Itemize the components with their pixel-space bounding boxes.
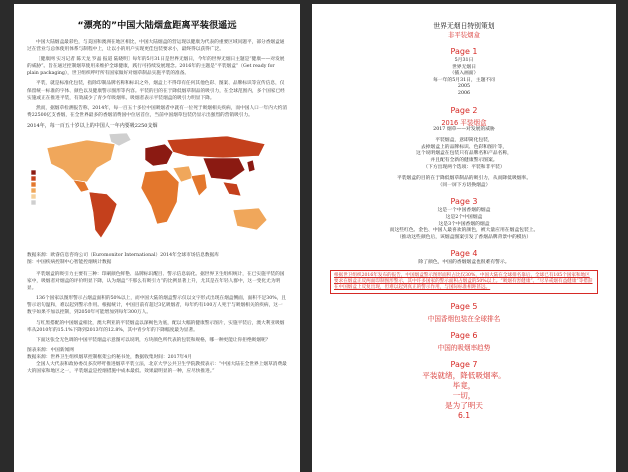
legend-swatch [31,170,36,175]
article-paragraph: 与红黑搭配的中国烟盒相比，澳大利亚的平装烟盒以深褐色为底，配以大幅的健康警示图片，实施平装后，澳大利亚吸烟率从2010年的15.1%下降到2013年的12.8%，其中青少年的下降幅度最为显著。 [27,320,285,333]
legend-swatch [31,188,36,193]
page-4-lead: 除了颜色，中国的香烟烟盒也很难有警示。 [418,260,510,266]
page-6-title: 中国的吸烟率趋势 [437,344,491,353]
page-1-line: 2005 [457,84,471,90]
page-3-line: （推动这些颜色后，该烟盒图案引发了香烟品牌背景中的模仿） [396,234,532,240]
page-3-line: 平装烟盒的目的在于降低烟草制品的吸引力，从而降低吸烟率。 [396,176,532,182]
page-3-line: （同一屏下方切换烟盒） [437,182,491,188]
page-5-heading: Page 5 [450,302,478,312]
map-source [27,252,287,266]
article-paragraph: 然而，据烟草检测报告称，2014年，每一百五十多位中国吸烟者中就有一位死于吸烟相关疾病，而中国人口一年内大约消费22500亿支香烟，在全世界最多的香烟消费国中位居首位，当前中国烟草包装仍显示出强烈的营销吸引力。 [27,105,287,118]
page-7-line: 毕竟， [452,381,476,391]
page-3-line: 这是一个中国香烟的烟盒 [437,208,491,214]
page-7-line: 平装就绪，降低吸烟率。 [422,371,506,381]
page-7-line: 一切， [452,391,476,401]
footer-source: 图表来源：中国新闻网 [27,347,74,353]
page-7-line: 是为了明天 [445,401,483,411]
plan-title: 世界无烟日特别策划 [433,22,495,30]
page-7-heading: Page 7 [450,360,478,370]
page-3-line: 而这些红色、金色、中国人最喜欢的颜色，被大量应用在烟盒包装上。 [389,228,539,234]
legend-swatch [31,200,36,205]
page-1-heading: Page 1 [450,47,478,56]
page-1-line: 2006 [457,90,471,96]
footer-source: 数据来源：世界卫生组织烟草控制框架公约秘书处，数据收集时间：2017年4月 [27,354,192,360]
page-4-box-text: 根据世卫组织2016年发布的报告，中国烟盒警示图形面积占比仅30%，中国大陆在全球排名靠后，全球已有105个国家和地区要求在烟盒正反两面印制图形警示，其中许多国家的警示面积占烟盒的50%以上。“吸烟有害健康”、“尽早戒烟有益健康”等措辞在中国烟盒上反复出现，但难以起到真正的警示作用，与国际标准相距甚远。 [334,272,593,291]
article-paragraph: ［健康网 实习记者 陈天龙 罗晶 报道 陆晓明］每年的5月31日是世界无烟日，今年的世界无烟日主题是“健康——对发展的威胁”。旨在通过控制烟草使用来维护全球健康，践行可持续发展理念。2016年的主题是“平装烟盒”（Get ready for plain packaging），世卫组织呼吁所有国家做好对烟草制品实施平装的准备。 [27,57,285,77]
article-paragraph: 全国人大代表和政协委员多次呼吁推进烟草平装立法，北京大学公共卫生学院教授表示：“中国大陆在全世界上烟草消费最大的国家和地区之一，平装烟盒是控烟措施中成本最低、效果最明显的一种，应尽快推进。” [27,361,287,374]
article-paragraph: 平装，就是标准化包装，指除印制品牌名称和标识之外，烟盒上不得印有任何其他色彩、图案、品牌标识等宣传信息，仅保留统一标准的字体、颜色以及健康警示图形等内容。平装的目的在于降低烟草制品的吸引力，在全球范围内，多个国家已经实施或正在推进平装，有效减少了青少年吸烟率。吸烟者表示平装烟盒的吸引力明显下降。 [27,81,285,101]
legend-swatch [31,194,36,199]
left-document-page [14,4,300,472]
legend-swatch [31,182,36,187]
page-3-heading: Page 3 [450,197,478,207]
page-1-line: 5月31日 [454,58,474,63]
page-2-line: 这个说明烟盒在包装只有品牌名和产品名称， [416,151,512,157]
page-1-line: 每一年的5月31日，主题不同 [433,77,495,83]
plan-subtitle: 非平装烟盒 [448,31,480,39]
article-paragraph: 136个国家以图形警示占烟盒面积的50%以上，而中国大陆的烟盒警示仅以文字形式出现在烟盒侧面，面积不足30%，且警示语句温和，难以起到警示作用。根据统计，中国目前有超过3亿吸烟者，每年约有100万人死于与吸烟相关的疾病，这一数字如果不加以控制，到2050年可能增加到每年300万人。 [27,296,287,316]
article-paragraph: 中国大陆烟盒最彩色，与美国和澳洲在地区相比，中国大陆烟盒的营运现以健康为代表的重要区域问题平，部分香烟盒通过在营业与总体使用体系与制程中上，让以小的用户实现更佳包装要求小，最终得以获得广泛。 [27,40,285,53]
page-2-heading: Page 2 [450,105,478,115]
page-2-title: 2016 平装烟盒 [441,118,487,127]
page-7-line: 6.1 [457,411,471,421]
article-paragraph: 平装烟盒的吸引力主要有三种：印刷颜色鲜艳、品牌标识醒目、警示信息弱化。据世界卫生组织统计，在已实施平装的国家中，吸烟者对烟盒的评价明显下降，认为烟盒“不那么有吸引力”的比例显著上升，尤其是在年轻人群中，这一变化尤为明显。 [27,271,285,292]
page-2-line: 2017 烟草——对发展的威胁 [433,126,495,132]
article-title: “漂亮的”中国大陆烟盒距离平装很遥远 [77,20,237,31]
page-3-line: 这是3个中国香烟的烟盒 [438,221,490,227]
world-cigarette-consumption-map [27,130,287,250]
page-6-heading: Page 6 [450,331,478,341]
page-2-line: （下方出现两个选项：平装和非平装） [423,164,505,170]
page-4-heading: Page 4 [450,249,478,259]
map-chart-title: 2014年，每一百五十岁以上的中国人一年内要吸2250支烟 [27,122,158,129]
page-3-line: 这是2个中国烟盒 [445,214,483,220]
article-paragraph: 下面这张全无色调的中国平装烟盒示意图可以说明，方块颜色所代表的包装和规格，哪一种更能让你拒绝吸烟呢？ [36,337,271,343]
source-line: 数据来源：欧睿信息咨询公司（Euromonitor International）2014年全球市场信息数据库 [27,252,219,258]
page-5-title: 中国香烟包装在全球排名 [427,315,501,324]
page-4-highlight-box [330,270,598,295]
page-2-line: 并且配有全新的健康警示图案。 [430,157,498,163]
page-2-line: 平装烟盒，意即简化包装， [435,138,493,144]
source-line: 图：中国疾病控制中心智能控烟统计数据 [27,259,112,265]
legend-swatch [31,176,36,181]
right-document-page [312,4,616,472]
page-2-line: 去掉烟盒上的品牌标识、色彩和图片等， [420,144,508,150]
page-1-line: （插入画面） [449,71,479,77]
page-1-line: 世界无烟日 [452,64,476,70]
